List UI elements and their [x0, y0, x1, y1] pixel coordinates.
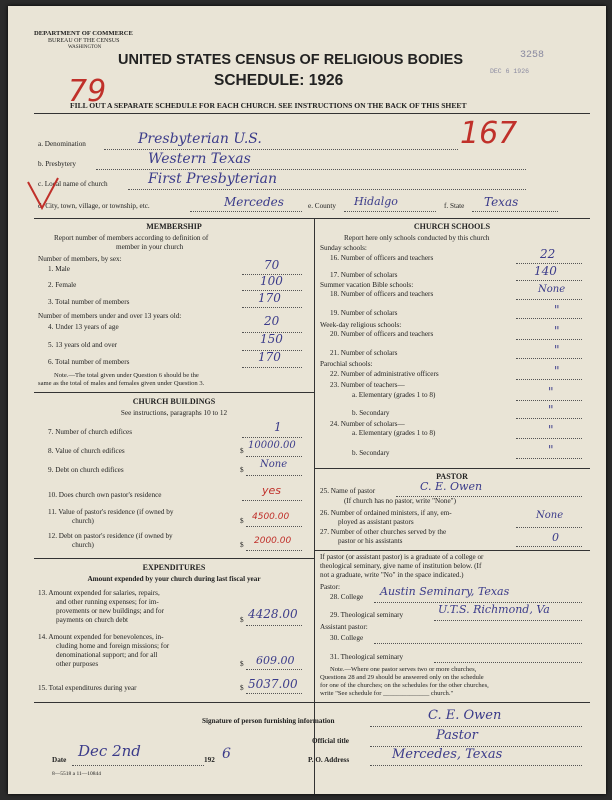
- census-schedule-sheet: [8, 6, 606, 794]
- q24-label: 24. Number of scholars—: [330, 420, 405, 428]
- schools-subheading: Report here only schools conducted by this church: [344, 234, 490, 242]
- form-title: UNITED STATES CENSUS OF RELIGIOUS BODIES: [118, 52, 464, 68]
- state-value: Texas: [484, 195, 519, 209]
- church-name-line: [128, 189, 526, 190]
- membership-intro-2: member in your church: [116, 243, 184, 251]
- q13-value: 4428.00: [248, 607, 298, 621]
- q29-line: [434, 620, 582, 621]
- q17-line: [516, 280, 582, 281]
- q24b-label: b. Secondary: [352, 449, 390, 457]
- q9-dollar: $: [240, 466, 244, 474]
- q22-line: [516, 379, 582, 380]
- q5-value: 150: [260, 332, 283, 346]
- pastor-heading: PASTOR: [436, 472, 468, 481]
- q1-value: 70: [264, 258, 280, 272]
- red-annotation-right: 167: [460, 116, 518, 151]
- expenditures-heading: EXPENDITURES: [142, 563, 206, 572]
- county-line: [344, 211, 436, 212]
- q13-label-4: payments on church debt: [56, 616, 129, 624]
- q16-value: 22: [540, 247, 556, 261]
- schools-heading: CHURCH SCHOOLS: [413, 222, 491, 231]
- county-label: e. County: [308, 202, 336, 210]
- q24a-label: a. Elementary (grades 1 to 8): [352, 429, 436, 437]
- q20-value: ": [554, 324, 560, 338]
- divider: [34, 558, 314, 559]
- q25-note: (If church has no pastor, write "None"): [344, 497, 456, 505]
- q21-value: ": [554, 343, 560, 357]
- q15-value: 5037.00: [248, 677, 298, 691]
- q26-value: None: [536, 510, 564, 521]
- q12-value: 2000.00: [254, 536, 292, 546]
- q14-label-3: denominational support; and for all: [56, 651, 158, 659]
- receipt-stamp-date: DEC 6 1926: [490, 68, 530, 75]
- city-label-field: d. City, town, village, or township, etc.: [38, 202, 150, 210]
- q18-line: [516, 299, 582, 300]
- q21-line: [516, 358, 582, 359]
- q14-label-4: other purposes: [56, 660, 99, 668]
- q19-value: ": [554, 303, 560, 317]
- city-line: [190, 211, 302, 212]
- q16-label: 16. Number of officers and teachers: [330, 254, 434, 262]
- q1-label: 1. Male: [48, 265, 70, 273]
- q9-line: [246, 475, 302, 476]
- q27-label-2: pastor or his assistants: [338, 537, 403, 545]
- department-label: DEPARTMENT OF COMMERCE: [34, 30, 133, 37]
- signature-line: [370, 726, 582, 727]
- q17-value: 140: [534, 264, 557, 278]
- q23a-value: ": [548, 385, 554, 399]
- divider: [34, 392, 314, 393]
- q23-label: 23. Number of teachers—: [330, 381, 405, 389]
- pastor-note-1: Note.—Where one pastor serves two or more churches,: [330, 666, 477, 673]
- form-number: 8—5518 a 11—10844: [52, 771, 101, 777]
- q2-label: 2. Female: [48, 281, 77, 289]
- po-address-label: P. O. Address: [308, 756, 350, 764]
- church-name-value: First Presbyterian: [148, 171, 278, 187]
- date-line: [72, 765, 204, 766]
- city-value: Mercedes: [224, 195, 284, 209]
- q9-label: 9. Debt on church edifices: [48, 466, 124, 474]
- q25-value: C. E. Owen: [420, 480, 483, 493]
- year-digit: 6: [222, 746, 231, 762]
- q8-value: 10000.00: [248, 440, 296, 451]
- q4-value: 20: [264, 314, 280, 328]
- q8-line: [246, 456, 302, 457]
- q23b-label: b. Secondary: [352, 409, 390, 417]
- signature-value: C. E. Owen: [428, 708, 502, 723]
- q14-line: [246, 669, 302, 670]
- q7-line: [242, 437, 302, 438]
- q26-label-2: ployed as assistant pastors: [338, 518, 414, 526]
- q8-label: 8. Value of church edifices: [48, 447, 125, 455]
- presbytery-label: b. Presbytery: [38, 160, 76, 168]
- pastor-note-2: Questions 28 and 29 should be answered only on the schedule: [320, 674, 484, 681]
- official-title-value: Pastor: [436, 728, 478, 743]
- q13-dollar: $: [240, 616, 244, 624]
- q26-line: [516, 527, 582, 528]
- q14-label-1: 14. Amount expended for benevolences, in-: [38, 633, 164, 641]
- q22-label: 22. Number of administrative officers: [330, 370, 439, 378]
- q15-dollar: $: [240, 684, 244, 692]
- q14-label-2: cluding home and foreign missions; for: [56, 642, 170, 650]
- q12-label-2: church): [72, 541, 94, 549]
- instructions-line: FILL OUT A SEPARATE SCHEDULE FOR EACH CHURCH. SEE INSTRUCTIONS ON THE BACK OF THIS SHEET: [70, 101, 467, 110]
- date-label: Date: [52, 756, 67, 764]
- by-sex-heading: Number of members, by sex:: [38, 255, 122, 263]
- summer-heading: Summer vacation Bible schools:: [320, 281, 414, 289]
- po-address-value: Mercedes, Texas: [392, 747, 503, 762]
- buildings-heading: CHURCH BUILDINGS: [132, 397, 216, 406]
- bureau-label: BUREAU OF THE CENSUS: [48, 38, 120, 44]
- q23b-line: [516, 418, 582, 419]
- q15-line: [246, 693, 302, 694]
- q19-label: 19. Number of scholars: [330, 309, 398, 317]
- q21-label: 21. Number of scholars: [330, 349, 398, 357]
- q13-label-3: provements or new buildings; and for: [56, 607, 164, 615]
- q28-value: Austin Seminary, Texas: [380, 585, 510, 598]
- city-label: WASHINGTON: [68, 45, 102, 50]
- q29-label: 29. Theological seminary: [330, 611, 404, 619]
- graduate-instruction-2: theological seminary, give name of institution below. (If: [320, 562, 482, 570]
- divider: [314, 550, 590, 551]
- q24b-value: ": [548, 443, 554, 457]
- q28-label: 28. College: [330, 593, 364, 601]
- denomination-line: [104, 149, 458, 150]
- pastor-subheading: Pastor:: [320, 583, 340, 591]
- weekday-heading: Week-day religious schools:: [320, 321, 402, 329]
- state-line: [472, 211, 558, 212]
- q31-line: [434, 662, 582, 663]
- q24b-line: [516, 458, 582, 459]
- official-title-label: Official title: [312, 737, 349, 745]
- sunday-heading: Sunday schools:: [320, 244, 367, 252]
- q24a-value: ": [548, 423, 554, 437]
- q4-label: 4. Under 13 years of age: [48, 323, 119, 331]
- year-prefix: 192: [204, 756, 215, 764]
- expenditures-subheading: Amount expended by your church during last fiscal year: [87, 575, 261, 583]
- state-label: f. State: [444, 202, 465, 210]
- q24a-line: [516, 438, 582, 439]
- q23a-label: a. Elementary (grades 1 to 8): [352, 391, 436, 399]
- presbytery-value: Western Texas: [148, 151, 251, 167]
- po-address-line: [370, 765, 582, 766]
- denomination-label: a. Denomination: [38, 140, 86, 148]
- q14-value: 609.00: [256, 654, 295, 667]
- q14-dollar: $: [240, 660, 244, 668]
- q9-value: None: [260, 459, 288, 470]
- pastor-note-4: write "See schedule for ______________ church.": [320, 690, 454, 697]
- q3-label: 3. Total number of members: [48, 298, 130, 306]
- buildings-subheading: See instructions, paragraphs 10 to 12: [120, 409, 228, 417]
- church-name-label: c. Local name of church: [38, 180, 108, 188]
- q6-value: 170: [258, 350, 281, 364]
- membership-heading: MEMBERSHIP: [146, 222, 202, 231]
- q11-line: [246, 526, 302, 527]
- q3-line: [242, 307, 302, 308]
- q10-value: yes: [262, 484, 282, 497]
- divider: [314, 468, 590, 469]
- q7-label: 7. Number of church edifices: [48, 428, 133, 436]
- q30-line: [374, 643, 582, 644]
- receipt-stamp-number: 3258: [520, 50, 545, 61]
- q11-label-2: church): [72, 517, 94, 525]
- assistant-pastor-subheading: Assistant pastor:: [320, 623, 368, 631]
- q8-dollar: $: [240, 447, 244, 455]
- q26-label-1: 26. Number of ordained ministers, if any, em-: [320, 509, 452, 517]
- membership-note-2: same as the total of males and females given under Question 3.: [38, 380, 205, 387]
- q3-value: 170: [258, 291, 281, 305]
- q11-label-1: 11. Value of pastor's residence (if owned by: [48, 508, 174, 516]
- q12-dollar: $: [240, 541, 244, 549]
- parochial-heading: Parochial schools:: [320, 360, 373, 368]
- q17-label: 17. Number of scholars: [330, 271, 398, 279]
- column-divider: [314, 218, 315, 794]
- q6-label: 6. Total number of members: [48, 358, 130, 366]
- q12-line: [246, 550, 302, 551]
- q18-value: None: [538, 284, 566, 295]
- q25-label: 25. Name of pastor: [320, 487, 376, 495]
- graduate-instruction-3: not a graduate, write "No" in the space indicated.): [320, 571, 464, 579]
- q20-label: 20. Number of officers and teachers: [330, 330, 434, 338]
- q2-value: 100: [260, 274, 283, 288]
- q5-label: 5. 13 years old and over: [48, 341, 118, 349]
- presbytery-line: [96, 169, 526, 170]
- q18-label: 18. Number of officers and teachers: [330, 290, 434, 298]
- q27-label-1: 27. Number of other churches served by the: [320, 528, 447, 536]
- q20-line: [516, 339, 582, 340]
- divider: [34, 702, 590, 703]
- q10-line: [242, 500, 302, 501]
- q6-line: [242, 367, 302, 368]
- q23b-value: ": [548, 403, 554, 417]
- date-value: Dec 2nd: [78, 742, 141, 760]
- q13-label-1: 13. Amount expended for salaries, repairs,: [38, 589, 160, 597]
- q13-label-2: and other running expenses; for im-: [56, 598, 159, 606]
- divider: [34, 113, 590, 114]
- q30-label: 30. College: [330, 634, 364, 642]
- q29-value: U.T.S. Richmond, Va: [438, 603, 550, 616]
- membership-note-1: Note.—The total given under Question 6 should be the: [54, 372, 199, 379]
- membership-intro-1: Report number of members according to definition of: [54, 234, 209, 242]
- graduate-instruction-1: If pastor (or assistant pastor) is a graduate of a college or: [320, 553, 484, 561]
- q11-value: 4500.00: [252, 512, 290, 522]
- q11-dollar: $: [240, 517, 244, 525]
- red-check-icon: [22, 172, 62, 212]
- schedule-title: SCHEDULE: 1926: [214, 72, 344, 89]
- q19-line: [516, 318, 582, 319]
- q15-label: 15. Total expenditures during year: [38, 684, 137, 692]
- q23a-line: [516, 400, 582, 401]
- q10-label: 10. Does church own pastor's residence: [48, 491, 162, 499]
- q12-label-1: 12. Debt on pastor's residence (if owned by: [48, 532, 173, 540]
- denomination-value: Presbyterian U.S.: [138, 131, 262, 147]
- signature-label: Signature of person furnishing information: [202, 717, 335, 725]
- q22-value: ": [554, 364, 560, 378]
- q31-label: 31. Theological seminary: [330, 653, 404, 661]
- county-value: Hidalgo: [354, 195, 398, 208]
- pastor-note-3: for one of the churches; on the schedules for the other churches,: [320, 682, 489, 689]
- q27-value: 0: [552, 531, 559, 544]
- q13-line: [246, 625, 302, 626]
- divider: [34, 218, 590, 219]
- red-annotation-left: 79: [68, 74, 107, 109]
- q7-value: 1: [274, 420, 282, 434]
- q27-line: [516, 546, 582, 547]
- age-heading: Number of members under and over 13 years old:: [38, 312, 182, 320]
